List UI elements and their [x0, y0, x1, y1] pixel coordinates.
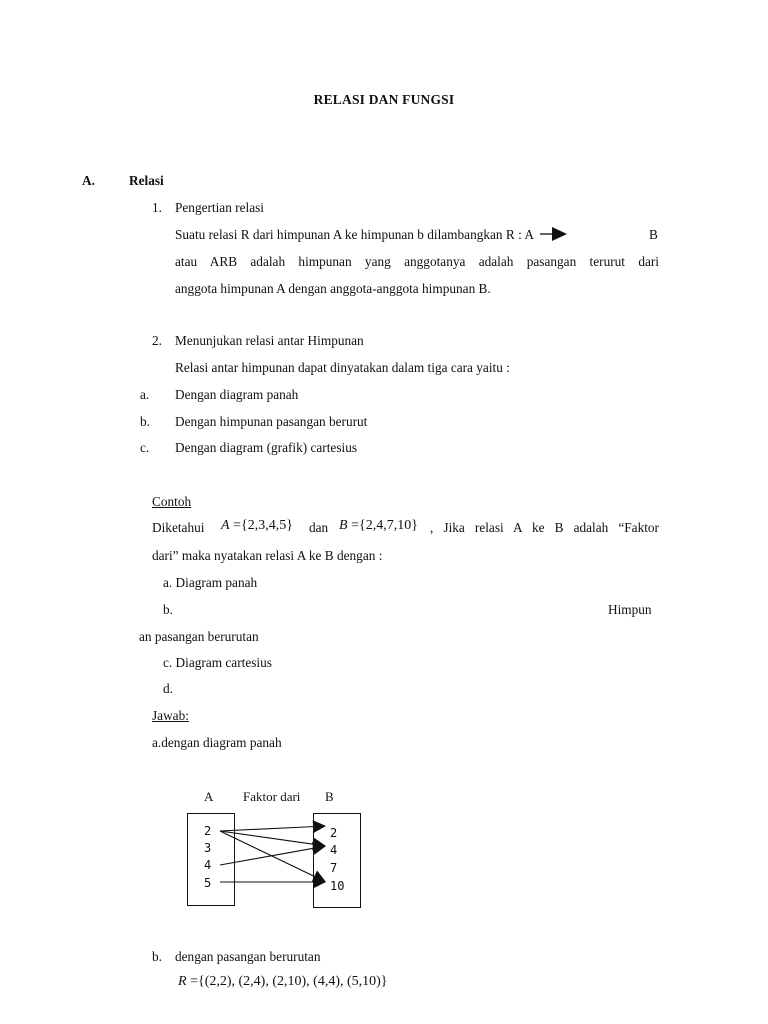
- diagram-label-a: A: [204, 789, 214, 804]
- answer-part-b-letter: b.: [152, 949, 162, 964]
- set-a-var: A: [221, 518, 230, 533]
- way-letter: c.: [140, 440, 150, 455]
- answer-part-a: a.dengan diagram panah: [152, 735, 282, 750]
- arrowhead-icon: [313, 820, 326, 833]
- example-option-d: d.: [163, 681, 173, 696]
- example-option-a: a. Diagram panah: [163, 575, 258, 590]
- set-b-element: 7: [330, 861, 338, 875]
- relation-arrow-line: [220, 827, 313, 831]
- item2-intro: Relasi antar himpunan dapat dinyatakan dalam tiga cara yaitu :: [175, 360, 510, 375]
- way-text: Dengan diagram panah: [175, 387, 299, 402]
- example-option-b-cont: an pasangan berurutan: [139, 629, 259, 644]
- item1-line3: anggota himpunan A dengan anggota-anggota himpunan B.: [175, 281, 491, 296]
- relation-arrow-line: [220, 848, 313, 865]
- set-a-element: 3: [204, 841, 212, 855]
- example-heading: Contoh: [152, 494, 192, 509]
- item1-line2: atau ARB adalah himpunan yang anggotanya adalah pasangan terurut dari: [175, 254, 659, 269]
- set-b-expression: B ={2,4,7,10}: [339, 518, 418, 533]
- set-a-element: 5: [204, 876, 212, 890]
- set-b-values: {2,4,7,10}: [358, 518, 418, 533]
- set-a-expression: A ={2,3,4,5}: [221, 518, 293, 533]
- item2-heading: Menunjukan relasi antar Himpunan: [175, 333, 364, 348]
- relation-expression: R ={(2,2), (2,4), (2,10), (4,4), (5,10)}: [178, 974, 388, 989]
- answer-part-b: dengan pasangan berurutan: [175, 949, 321, 964]
- way-text: Dengan himpunan pasangan berurut: [175, 414, 368, 429]
- example-dan: dan: [309, 520, 329, 535]
- item1-number: 1.: [152, 200, 162, 215]
- example-option-b-right: Himpun: [608, 602, 652, 617]
- set-a-element: 2: [204, 824, 212, 838]
- example-option-b: b.: [163, 602, 173, 617]
- set-b-element: 2: [330, 826, 338, 840]
- item1-heading: Pengertian relasi: [175, 200, 264, 215]
- example-line2: dari” maka nyatakan relasi A ke B dengan :: [152, 548, 383, 563]
- way-letter: a.: [140, 387, 150, 402]
- diagram-label-b: B: [325, 789, 334, 804]
- item1-line1-b: B: [649, 227, 658, 242]
- set-b-element: 10: [330, 879, 345, 893]
- set-a-values: {2,3,4,5}: [240, 518, 293, 533]
- section-letter: A.: [82, 173, 95, 188]
- way-text: Dengan diagram (grafik) cartesius: [175, 440, 358, 455]
- page-title: RELASI DAN FUNGSI: [313, 92, 455, 107]
- answer-heading: Jawab:: [152, 708, 189, 723]
- way-letter: b.: [140, 414, 150, 429]
- set-b-element: 4: [330, 843, 338, 857]
- relation-values: {(2,2), (2,4), (2,10), (4,4), (5,10)}: [197, 974, 388, 989]
- example-line1-a: Diketahui: [152, 520, 205, 535]
- example-line1-b: , Jika relasi A ke B adalah “Faktor: [430, 520, 659, 535]
- set-a-element: 4: [204, 858, 212, 872]
- set-b-var: B: [339, 518, 348, 533]
- item1-line1-text: Suatu relasi R dari himpunan A ke himpunan b dilambangkan R : A: [175, 227, 534, 242]
- section-title: Relasi: [129, 173, 164, 188]
- relation-var: R: [178, 974, 187, 989]
- diagram-label-relation: Faktor dari: [243, 789, 301, 804]
- example-option-c: c. Diagram cartesius: [163, 655, 272, 670]
- item2-number: 2.: [152, 333, 162, 348]
